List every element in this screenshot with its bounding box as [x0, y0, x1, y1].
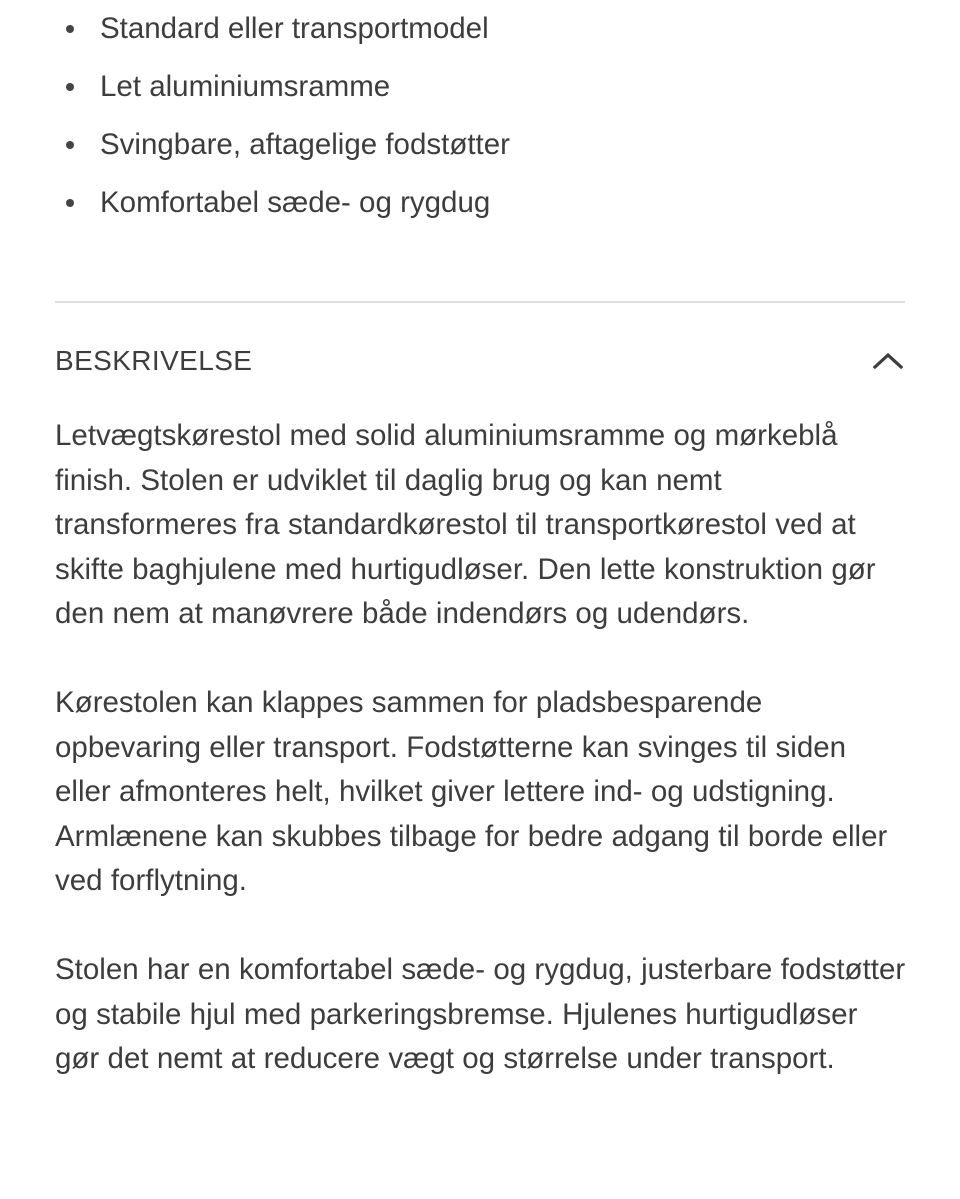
feature-list	[0, 0, 960, 232]
accordion-body-beskrivelse	[55, 414, 907, 1082]
accordion-toggle-button[interactable]	[871, 344, 905, 378]
description-paragraph: Letvægtskørestol med solid aluminiumsramme og mørkeblå finish. Stolen er udviklet til daglig brug og kan nemt transformeres fra standardkørestol til transportkørestol ved at skifte baghjulene med hurtigudløser. Den lette konstruktion gør den nem at manøvrere både indendørs og udendørs.	[55, 419, 876, 631]
bullet-icon	[66, 83, 74, 91]
bullet-icon	[66, 141, 74, 149]
list-item	[0, 0, 960, 58]
list-item	[0, 58, 960, 116]
feature-label: Svingbare, aftagelige fodstøtter	[100, 128, 510, 161]
bullet-icon	[66, 25, 74, 33]
description-paragraph: Kørestolen kan klappes sammen for pladsbesparende opbevaring eller transport. Fodstøtterne kan svinges til siden eller afmonteres helt, hvilket giver lettere ind- og udstigning. Armlænene kan skubbes tilbage for bedre adgang til borde eller ved forflytning.	[55, 685, 888, 898]
list-item	[0, 116, 960, 174]
accordion-header-beskrivelse[interactable]	[55, 336, 905, 386]
bullet-icon	[66, 199, 74, 207]
feature-label: Let aluminiumsramme	[100, 70, 391, 103]
feature-label: Standard eller transportmodel	[100, 12, 489, 45]
description-paragraph: Stolen har en komfortabel sæde- og rygdug, justerbare fodstøtter og stabile hjul med parkeringsbremse. Hjulenes hurtigudløser gør det nemt at reducere vægt og størrelse under transport.	[55, 952, 906, 1076]
chevron-up-icon	[873, 352, 903, 370]
section-title: BESKRIVELSE	[55, 345, 253, 376]
section-divider	[55, 301, 905, 303]
list-item	[0, 174, 960, 232]
feature-label: Komfortabel sæde- og rygdug	[100, 186, 491, 219]
